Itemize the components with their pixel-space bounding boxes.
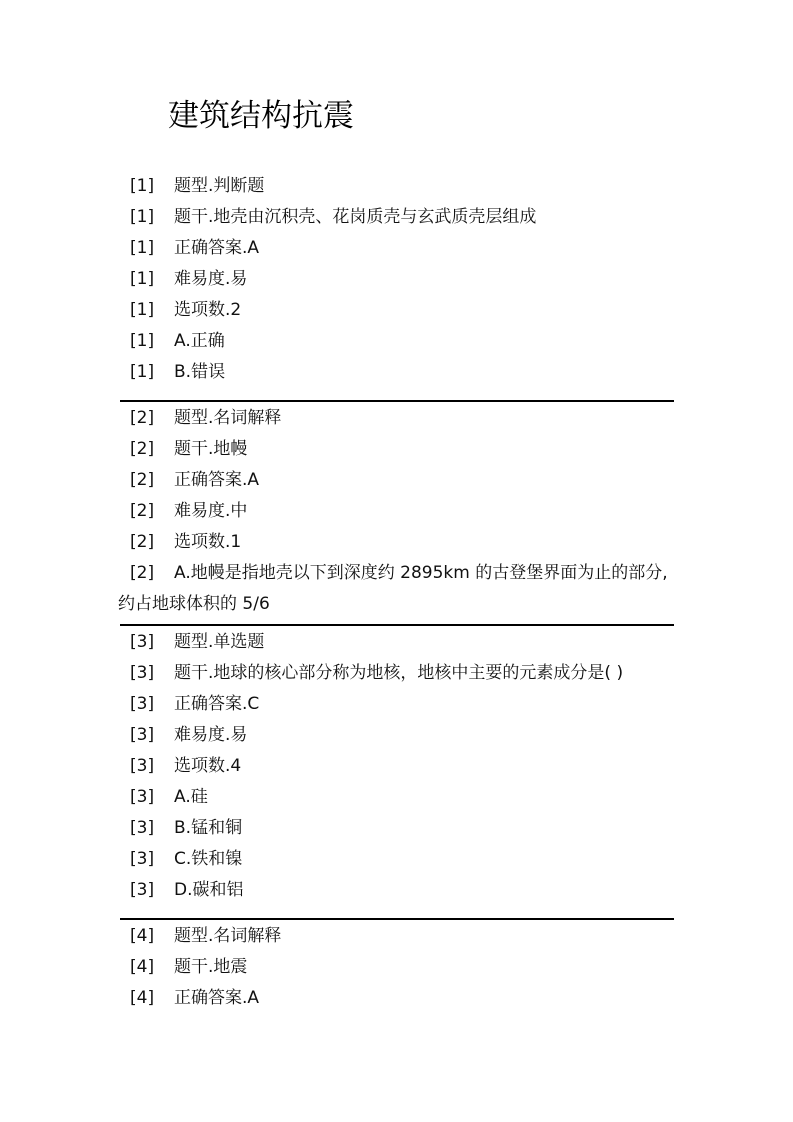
question-number: [4] bbox=[130, 988, 155, 1008]
question-number: [4] bbox=[130, 926, 155, 946]
correct-answer: 正确答案.A bbox=[174, 470, 260, 490]
difficulty: 难易度.易 bbox=[174, 725, 248, 745]
question-line bbox=[118, 627, 674, 658]
option-a: A.硅 bbox=[174, 787, 208, 807]
question-number: [3] bbox=[130, 756, 155, 776]
question-line bbox=[118, 357, 674, 388]
question-line bbox=[118, 202, 674, 233]
question-block-3 bbox=[118, 626, 674, 906]
option-a: A.正确 bbox=[174, 331, 225, 351]
question-number: [3] bbox=[130, 725, 155, 745]
difficulty: 难易度.中 bbox=[174, 501, 248, 521]
question-line bbox=[118, 844, 674, 875]
question-number: [1] bbox=[130, 331, 155, 351]
question-line bbox=[118, 233, 674, 264]
question-type: 题型.单选题 bbox=[174, 632, 265, 652]
question-line bbox=[118, 171, 674, 202]
question-number: [2] bbox=[130, 408, 155, 428]
question-line bbox=[118, 983, 674, 1014]
document-body bbox=[118, 171, 674, 1014]
question-number: [2] bbox=[130, 501, 155, 521]
question-number: [1] bbox=[130, 300, 155, 320]
question-number: [4] bbox=[130, 957, 155, 977]
correct-answer: 正确答案.C bbox=[174, 694, 260, 714]
question-block-2 bbox=[118, 402, 674, 620]
question-number: [2] bbox=[130, 532, 155, 552]
question-line bbox=[118, 326, 674, 357]
question-number: [1] bbox=[130, 269, 155, 289]
question-number: [1] bbox=[130, 362, 155, 382]
option-d: D.碳和铝 bbox=[174, 880, 244, 900]
option-count: 选项数.1 bbox=[174, 532, 242, 552]
option-count: 选项数.4 bbox=[174, 756, 242, 776]
correct-answer: 正确答案.A bbox=[174, 988, 260, 1008]
question-line bbox=[118, 952, 674, 983]
option-c: C.铁和镍 bbox=[174, 849, 243, 869]
question-stem: 题干.地震 bbox=[174, 957, 248, 977]
question-line bbox=[118, 689, 674, 720]
question-number: [1] bbox=[130, 176, 155, 196]
question-line bbox=[118, 403, 674, 434]
page-title: 建筑结构抗震 bbox=[168, 98, 354, 134]
option-count: 选项数.2 bbox=[174, 300, 242, 320]
option-b: B.锰和铜 bbox=[174, 818, 243, 838]
question-number: [3] bbox=[130, 632, 155, 652]
question-number: [2] bbox=[130, 439, 155, 459]
question-type: 题型.判断题 bbox=[174, 176, 265, 196]
question-line bbox=[118, 558, 674, 620]
question-stem: 题干.地幔 bbox=[174, 439, 248, 459]
correct-answer: 正确答案.A bbox=[174, 238, 260, 258]
question-line bbox=[118, 875, 674, 906]
option-b: B.错误 bbox=[174, 362, 226, 382]
question-number: [2] bbox=[130, 470, 155, 490]
question-number: [2] bbox=[130, 563, 155, 583]
question-number: [3] bbox=[130, 849, 155, 869]
question-line bbox=[118, 751, 674, 782]
question-line bbox=[118, 264, 674, 295]
question-line bbox=[118, 465, 674, 496]
question-block-4 bbox=[118, 920, 674, 1014]
question-number: [1] bbox=[130, 238, 155, 258]
question-line bbox=[118, 496, 674, 527]
question-number: [3] bbox=[130, 694, 155, 714]
difficulty: 难易度.易 bbox=[174, 269, 248, 289]
question-type: 题型.名词解释 bbox=[174, 408, 282, 428]
question-line bbox=[118, 295, 674, 326]
question-line bbox=[118, 527, 674, 558]
question-stem: 题干.地壳由沉积壳、花岗质壳与玄武质壳层组成 bbox=[174, 207, 537, 227]
question-line bbox=[118, 782, 674, 813]
question-line bbox=[118, 921, 674, 952]
question-stem: 题干.地球的核心部分称为地核，地核中主要的元素成分是( ) bbox=[174, 663, 624, 683]
question-line bbox=[118, 658, 674, 689]
option-a: A.地幔是指地壳以下到深度约 2895km 的古登堡界面为止的部分,约占地球体积的 5/6 bbox=[118, 563, 668, 614]
question-number: [3] bbox=[130, 787, 155, 807]
question-block-1 bbox=[118, 171, 674, 388]
question-number: [3] bbox=[130, 663, 155, 683]
question-line bbox=[118, 720, 674, 751]
question-number: [1] bbox=[130, 207, 155, 227]
question-line bbox=[118, 813, 674, 844]
question-number: [3] bbox=[130, 880, 155, 900]
question-number: [3] bbox=[130, 818, 155, 838]
question-type: 题型.名词解释 bbox=[174, 926, 282, 946]
question-line bbox=[118, 434, 674, 465]
